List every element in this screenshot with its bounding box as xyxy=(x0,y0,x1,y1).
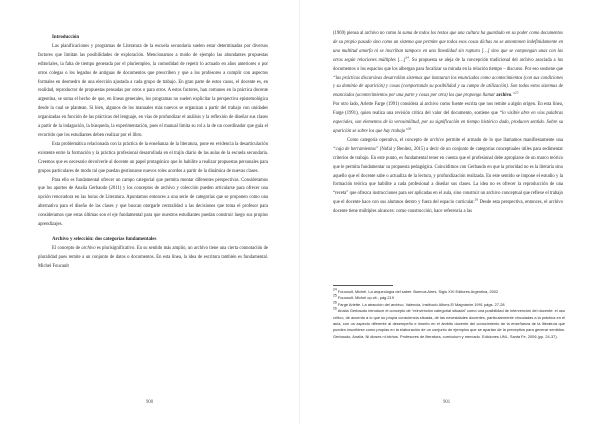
paragraph: Las planificaciones y programas de Literatura de la escuela secundaria suelen estar determinadas por diversos factores que limitan las posibilidades de exploración. Mencionamos a modo de ejemplo las abundantes propuestas editoriales, la falta de tiempo generada por el pluriempleo, la comodidad de repetir lo actuado en años anteriores o por otros colegas o los legados de antiguas de documentos que prescriben y que a los profesores a cumplir con aspectos formales en desmedro de una elección ajustada a cada grupo de trabajo. En gran parte de estos casos, el docente es, en realidad, reproductor de propuestas pensadas por otros o para otros. A estos factores, han comunes en la práctica docente argentina, se suma el hecho de que, en líneas generales, los programas no suelen explicitar la perspectiva epistemológica desde la cual se plantean. Si bien, algunos de los manuales más nuevos se organizan a partir del trabajo con unidades organizadas en función de las prácticas del lenguaje, en vías de profundizar el análisis y la reflexión de diseñar sus clases a partir de la indagación, la búsqueda, la experimentación, pues el manual limita su rol a la de un coordinador que guía el recorrido que los estudiantes deben realizar por el libro. xyxy=(38,43,268,138)
footnote: 26 Analía Gerbaudo introduce el concepto de “reinvención categorial situada” como una posibilidad de intervención del docente: el uso crítico, de acuerdo a lo que su propia consciencia situada, de las necesidades docentes, particularmente vinculadas a la práctica en el aula, con un aspecto diferente al desempeño e inserto en el ámbito docente del conocimiento de la enseñanza de la literatura que pueden inscribirse como propias en la elaboración de un conjunto de ejemplos que se apartan de la preceptiva para generar sentidos. Gerbaudo, Analía. Ni dioses ni bichos. Profesores de literatura, curriculum y mercado. Ediciones UNL, Santa Fe, 2006 (pp. 24-37). xyxy=(333,306,565,339)
paragraph: Como categoría operativa, el concepto de archivo permite el armado de lo que llamamos manifiestamente una “caja de herramientas” (Nofal y Benitez, 2015) a decir de un conjunto de categorías conceptuales útiles para sedimentar criterios de trabajo. En este punto, es fundamental tener en cuenta que el profesional debe apropiarse de un marco teórico que le permita fundamentar su propuesta pedagógica. Coincidimos con Gerbaudo en que la prioridad no es la literaria sino aquello que el docente sabe o actualiza de la lectura, y profundización realizada. En este sentido se impone el estudio y la formación teórica que habilite a cada profesional a diseñar sus clases. La idea no es ofrecer la reproducción de una “receta” que ofrezca instrucciones para ser aplicadas en el aula, sino construir un archivo conceptual que reflexe el trabajo que el docente hace con sus alumnos dentro y fuera del espacio curricular.$^{26}$ Desde esta perspectiva, entonces, el archivo docente tiene múltiples alcances: como construcción, hace referencia a las xyxy=(333,137,563,215)
right-page xyxy=(300,0,600,424)
footnote: 26 Farge Arlette. La atracción del archivo, Valencia, Institució Alfons El Magnànim 1991 págs. 27-28 xyxy=(333,300,505,307)
footnote-rule xyxy=(333,285,393,286)
heading-archivo-seleccion: Archivo y selección: dos categorías fundamentales xyxy=(52,236,157,242)
paragraph: (1969) piensa al archivo no como la suma de todos los textos que una cultura ha guardado en su poder como documentos de su propio pasado sino como un sistema que permite que todos esos cosas dichas no se amontonen indefinidamente en una multitud amorfa ni se inscriban tampoco en una linealidad sin ruptura […] sino que se compongan unas con las otras según relaciones múltiples […]$^{24}$. Su propuesta se aleja de la concepción tradicional del archivo asociada a los documentos o los espacios que los albergan para focalizar su mirada en la relación tiempo – discurso. Por eso sostiene que “las prácticas discursivas desarrollan sistemas que instauran los enunciados como acontecimientos (con sus condiciones y su dominio de aparición) y cosas (comportando su posibilidad y su campo de utilización). Son todos estos sistemas de enunciados (acontecimientos por una parte y cosas por otra) los que propongo llamar archivo.”$^{25}$ xyxy=(333,31,563,99)
footnote: 24 Foucault, Michel. La arqueología del saber. Buenos Aires, Siglo XXI Editores Argentina, 2002 xyxy=(333,287,499,294)
footnote: 25 Foucault, Michel op.cit., pág.219 xyxy=(333,294,394,301)
paragraph: Por otro lado, Arlette Farge (1991) considera al archivo como fuente escrita que nos remite a algún origen. En esta línea, Farge (1991), quien realiza una revisión crítica del valor del documento, sostiene que “lo visible abre en vías palabras especiales, son elementos de la verosimilitud, por su significación en tiempo histórico dado, producen sentido. Sobre su aparición se sobre los que hay trabajo”$^{26}$ xyxy=(333,102,563,134)
right-text-column xyxy=(333,30,563,280)
page-number-right: 901 xyxy=(443,400,451,405)
heading-introduccion: Introducción xyxy=(52,35,80,40)
left-text-column xyxy=(38,34,268,404)
paragraph: Esta problemática relacionada con la práctica de la enseñanza de la literatura, pone en evidencia la desarticulación existente entre la formación y la práctica profesional desarrollada en el trajín diario de las aulas de la escuela secundaria. Creemos que es necesario devolverle al docente un papel protagónico que lo habilite a realizar propuestas personales para grupos particulares de modo tal que puedan gestionarse nuevos roles acordes a partir de la dinámica de nuevas clases. xyxy=(38,141,268,174)
paragraph: Para ello es fundamental ofrecer un campo categorial que permita montar diferentes perspectivas. Consideramos que los aportes de Analía Gerbaudo (2011) y los conceptos de archivo y colección pueden articularse para ofrecer una opción renovadora en las horas de Literatura. Apuntamos entonces a una serie de categorías que se proponen como una alternativa para el diseño de las clases y que buscan otorgarle centralidad a las decisiones que toma el profesor para consideramos que estas últimas son el eje fundamental para que nuestros estudiantes puedan construir luego sus propios aprendizajes. xyxy=(38,177,268,228)
footnotes xyxy=(333,289,565,340)
paragraph: El concepto de archivo es plurisignificativo. En su sentido más amplio, un archivo tiene una cierta connotación de pluralidad pues remite a un conjunto de datos o documentos. En esta línea, la idea de escritura también es fundamental. Michel Foucault xyxy=(38,245,268,269)
page-number-left: 900 xyxy=(146,400,154,405)
